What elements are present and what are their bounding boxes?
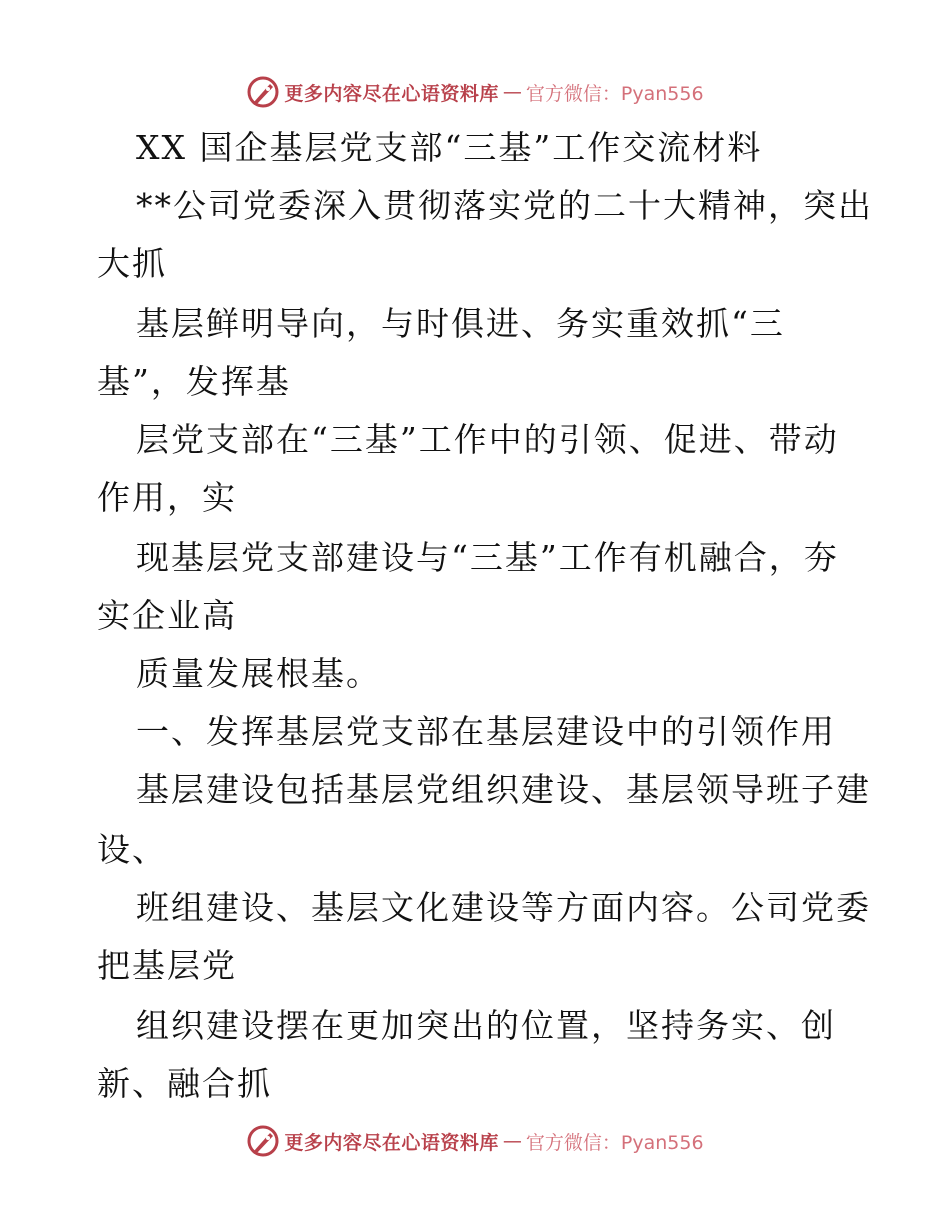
pen-logo-icon (246, 1124, 280, 1158)
paragraph-line: 质量发展根基。 (136, 654, 381, 693)
watermark-account: 官方微信：Pyan556 (525, 1131, 704, 1154)
watermark-text: 更多内容尽在心语资料库 (284, 1131, 499, 1154)
document-title: XX 国企基层党支部“三基”工作交流材料 (136, 128, 763, 167)
header-watermark-banner (0, 72, 950, 112)
paragraph-line: 基层建设包括基层党组织建设、基层领导班子建 (136, 770, 871, 809)
paragraph-line: 基”，发挥基 (97, 362, 291, 401)
watermark-separator: — (502, 1130, 522, 1152)
paragraph-line: **公司党委深入贯彻落实党的二十大精神，突出 (136, 186, 873, 225)
paragraph-line: 班组建设、基层文化建设等方面内容。公司党委 (136, 888, 871, 927)
paragraph-line: 现基层党支部建设与“三基”工作有机融合，夯 (136, 538, 839, 577)
paragraph-line: 层党支部在“三基”工作中的引领、促进、带动 (136, 420, 839, 459)
paragraph-line: 基层鲜明导向，与时俱进、务实重效抓“三 (136, 304, 785, 343)
paragraph-line: 大抓 (97, 244, 167, 283)
section-heading: 一、发挥基层党支部在基层建设中的引领作用 (136, 712, 836, 751)
paragraph-line: 作用，实 (97, 478, 237, 517)
watermark-account: 官方微信：Pyan556 (525, 82, 704, 105)
footer-watermark-banner (0, 1121, 950, 1161)
paragraph-line: 设、 (97, 830, 167, 869)
watermark-separator: — (502, 81, 522, 103)
paragraph-line: 实企业高 (97, 596, 237, 635)
paragraph-line: 把基层党 (97, 946, 237, 985)
watermark-text: 更多内容尽在心语资料库 (284, 82, 499, 105)
pen-logo-icon (246, 75, 280, 109)
paragraph-line: 新、融合抓 (97, 1064, 272, 1103)
paragraph-line: 组织建设摆在更加突出的位置，坚持务实、创 (136, 1006, 836, 1045)
